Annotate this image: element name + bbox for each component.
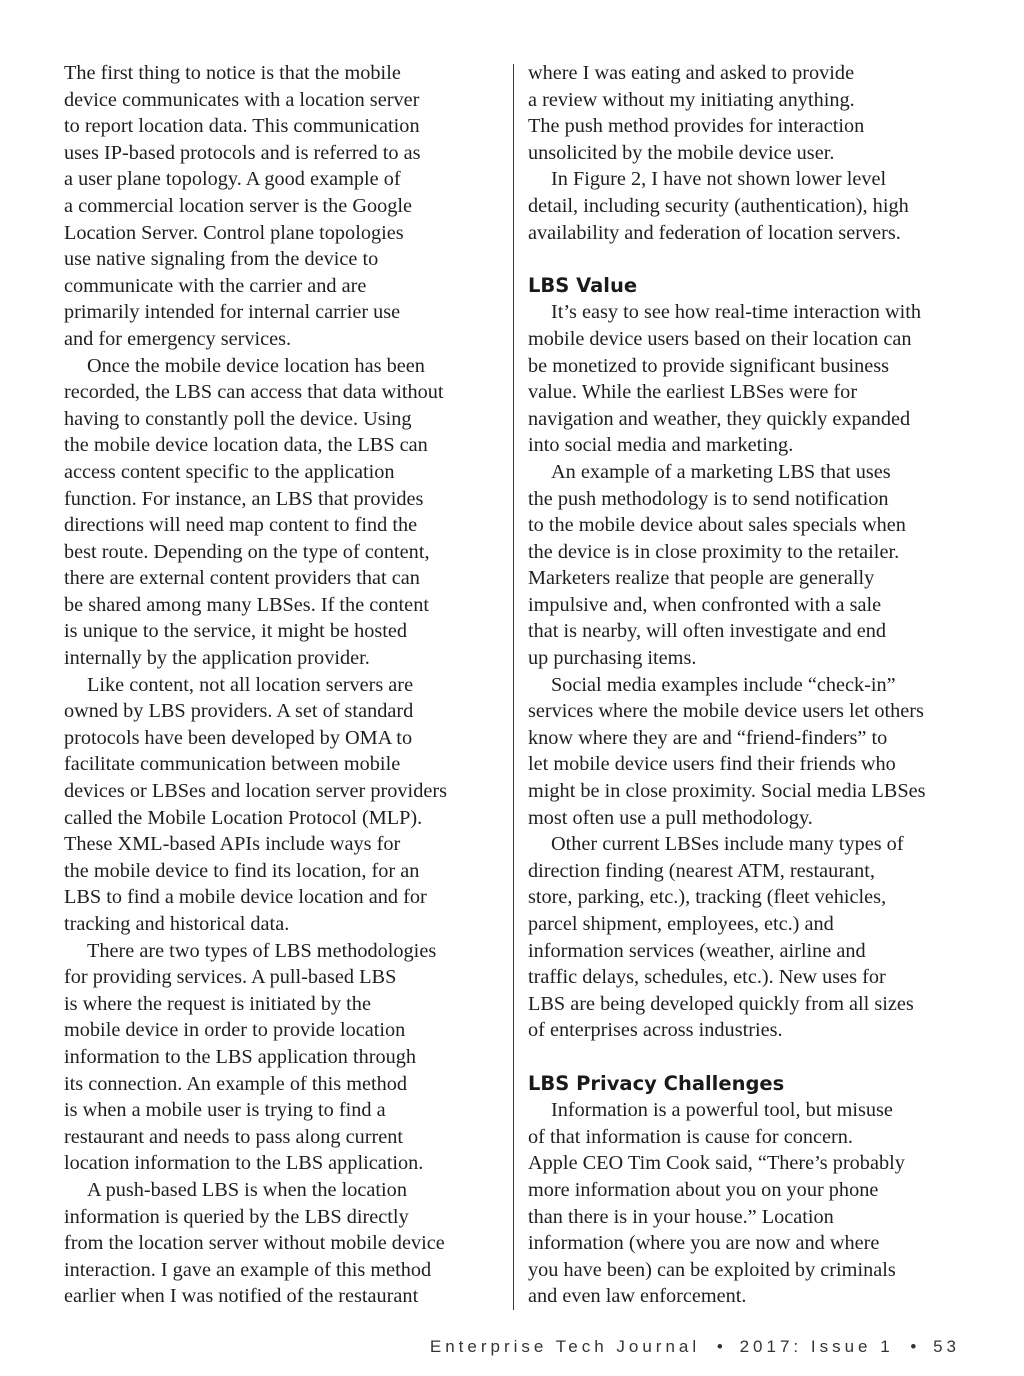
- body-paragraph: An example of a marketing LBS that uses the push methodology is to send notification to the mobile device about sales specials when the device is in close proximity to the retailer. Marketers realize that people are generally impulsive and, when confronted with a sale that is nearby, will often investigate and end up purchasing items.: [528, 460, 906, 670]
- section-heading-lbs-privacy: LBS Privacy Challenges: [528, 1071, 785, 1095]
- section-gap: [528, 1044, 968, 1071]
- section-gap: [528, 246, 968, 273]
- journal-name: Enterprise Tech Journal: [429, 1337, 701, 1356]
- body-paragraph: There are two types of LBS methodologies for providing services. A pull-based LBS is where the request is initiated by the mobile device in order to provide location information to the LBS application through its connection. An example of this method is when a mobile user is trying to find a restaurant and needs to pass along current location information to the LBS application.: [64, 939, 437, 1175]
- body-paragraph: where I was eating and asked to provide a review without my initiating anything. The push method provides for interaction unsolicited by the mobile device user.: [528, 62, 865, 164]
- body-paragraph: Social media examples include “check-in” services where the mobile device users let others know where they are and “friend-finders” to let mobile device users find their friends who might be in close proximity. Social media LBSes most often use a pull methodology.: [528, 673, 926, 829]
- body-paragraph: It’s easy to see how real-time interaction with mobile device users based on their location can be monetized to provide significant business value. While the earliest LBSes were for navigation and weather, they quickly expanded into social media and marketing.: [528, 301, 922, 457]
- body-paragraph: The first thing to notice is that the mobile device communicates with a location server to report location data. This communication uses IP-based protocols and is referred to as a user plane topology. A good example of a commercial location server is the Google Location Server. Control plane topologies use native signaling from the device to communicate with the carrier and are primarily intended for internal carrier use and for emergency services.: [64, 62, 421, 350]
- page-footer: [430, 1337, 960, 1357]
- body-paragraph: A push-based LBS is when the location information is queried by the LBS directly from the location server without mobile device interaction. I gave an example of this method earlier when I was notified of the restaurant: [64, 1178, 445, 1308]
- issue-label: 2017: Issue 1: [739, 1337, 894, 1356]
- section-heading-lbs-value: LBS Value: [528, 273, 638, 297]
- right-column: [528, 60, 968, 1310]
- body-paragraph: Once the mobile device location has been recorded, the LBS can access that data without having to constantly poll the device. Using the mobile device location data, the LBS can access content specific to the application function. For instance, an LBS that provides directions will need map content to find the best route. Depending on the type of content, there are external content providers that can be shared among many LBSes. If the content is unique to the service, it might be hosted internally by the application provider.: [64, 354, 444, 670]
- body-paragraph: Other current LBSes include many types of direction finding (nearest ATM, restaurant, store, parking, etc.), tracking (fleet vehicles, parcel shipment, employees, etc.) and information services (weather, airline and traffic delays, schedules, etc.). New uses for LBS are being developed quickly from all sizes of enterprises across industries.: [528, 833, 914, 1042]
- body-paragraph: Information is a powerful tool, but misuse of that information is cause for concern. Apple CEO Tim Cook said, “There’s probably more information about you on your phone than there is in your house.” Location information (where you are now and where you have been) can be exploited by criminals and even law enforcement.: [528, 1099, 905, 1308]
- footer-bullet: •: [910, 1337, 917, 1356]
- body-paragraph: Like content, not all location servers are owned by LBS providers. A set of standard protocols have been developed by OMA to facilitate communication between mobile devices or LBSes and location server providers called the Mobile Location Protocol (MLP). These XML-based APIs include ways for the mobile device to find its location, for an LBS to find a mobile device location and for tracking and historical data.: [64, 673, 447, 935]
- page-number: 53: [933, 1337, 960, 1356]
- body-paragraph: In Figure 2, I have not shown lower level detail, including security (authentication), high availability and federation of location servers.: [528, 168, 909, 244]
- column-divider: [513, 64, 514, 1310]
- left-column: [64, 60, 504, 1310]
- footer-bullet: •: [716, 1337, 723, 1356]
